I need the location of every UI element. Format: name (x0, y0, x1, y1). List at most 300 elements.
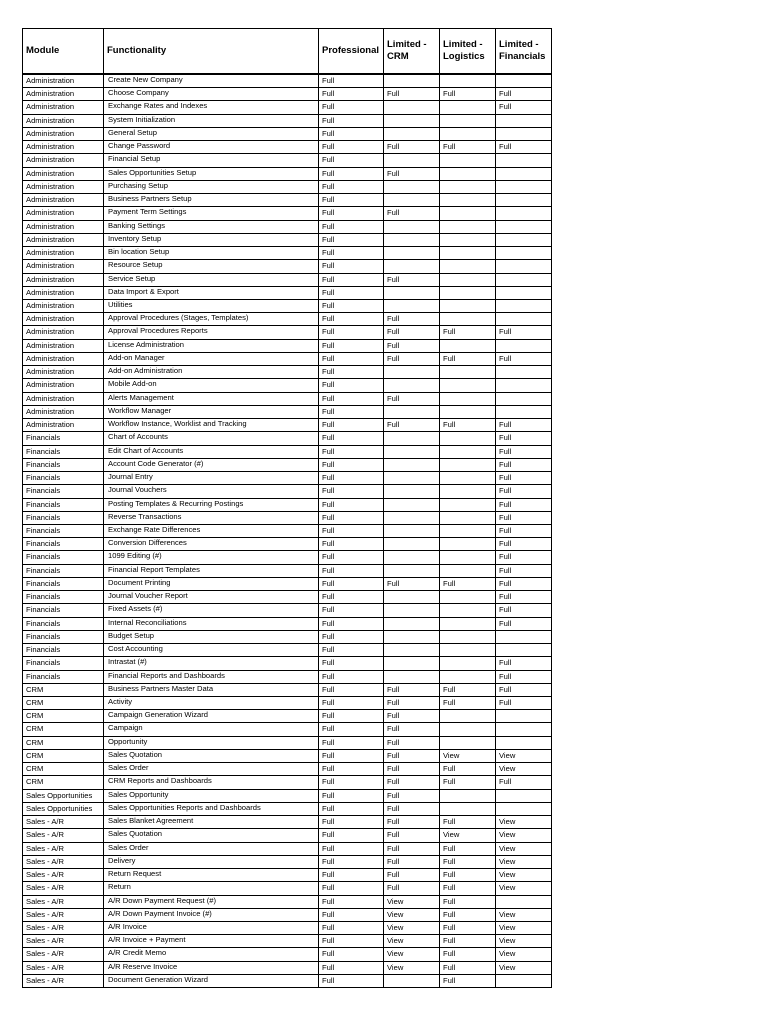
limited-financials-cell: Full (496, 352, 552, 365)
limited-logistics-cell: View (440, 829, 496, 842)
limited-logistics-cell: Full (440, 326, 496, 339)
limited-financials-cell (496, 167, 552, 180)
professional-cell: Full (319, 736, 384, 749)
limited-crm-cell (384, 591, 440, 604)
limited-logistics-cell: Full (440, 776, 496, 789)
limited-crm-cell (384, 445, 440, 458)
limited-financials-cell (496, 194, 552, 207)
limited-crm-cell (384, 604, 440, 617)
limited-financials-cell: Full (496, 617, 552, 630)
module-cell: Administration (23, 379, 104, 392)
professional-cell: Full (319, 273, 384, 286)
limited-logistics-cell (440, 538, 496, 551)
professional-cell: Full (319, 352, 384, 365)
limited-crm-cell (384, 432, 440, 445)
limited-logistics-cell: Full (440, 948, 496, 961)
table-row (23, 366, 552, 379)
functionality-cell: Sales Quotation (104, 829, 319, 842)
table-row (23, 260, 552, 273)
table-row (23, 432, 552, 445)
limited-financials-cell: View (496, 829, 552, 842)
limited-logistics-cell (440, 220, 496, 233)
limited-financials-cell: Full (496, 419, 552, 432)
table-row (23, 802, 552, 815)
limited-financials-cell: Full (496, 141, 552, 154)
professional-cell: Full (319, 405, 384, 418)
functionality-cell: General Setup (104, 127, 319, 140)
functionality-cell: Delivery (104, 855, 319, 868)
professional-cell: Full (319, 180, 384, 193)
professional-cell: Full (319, 869, 384, 882)
header-functionality: Functionality (104, 29, 319, 75)
module-cell: Administration (23, 286, 104, 299)
professional-cell: Full (319, 855, 384, 868)
professional-cell: Full (319, 233, 384, 246)
module-cell: Financials (23, 445, 104, 458)
functionality-cell: Posting Templates & Recurring Postings (104, 498, 319, 511)
module-cell: Administration (23, 114, 104, 127)
functionality-cell: Payment Term Settings (104, 207, 319, 220)
professional-cell: Full (319, 366, 384, 379)
functionality-cell: Cost Accounting (104, 644, 319, 657)
professional-cell: Full (319, 776, 384, 789)
limited-logistics-cell (440, 194, 496, 207)
limited-financials-cell: Full (496, 697, 552, 710)
module-cell: Administration (23, 299, 104, 312)
module-cell: Administration (23, 326, 104, 339)
limited-logistics-cell: Full (440, 697, 496, 710)
limited-crm-cell: View (384, 948, 440, 961)
limited-financials-cell: Full (496, 101, 552, 114)
limited-crm-cell: Full (384, 710, 440, 723)
limited-financials-cell (496, 220, 552, 233)
module-cell: Financials (23, 630, 104, 643)
limited-crm-cell (384, 366, 440, 379)
limited-logistics-cell (440, 710, 496, 723)
functionality-cell: Internal Reconciliations (104, 617, 319, 630)
functionality-cell: Fixed Assets (#) (104, 604, 319, 617)
professional-cell: Full (319, 816, 384, 829)
module-cell: Administration (23, 141, 104, 154)
table-row (23, 776, 552, 789)
functionality-cell: Purchasing Setup (104, 180, 319, 193)
limited-logistics-cell: Full (440, 352, 496, 365)
limited-logistics-cell (440, 802, 496, 815)
limited-logistics-cell (440, 286, 496, 299)
professional-cell: Full (319, 74, 384, 88)
limited-financials-cell: Full (496, 485, 552, 498)
limited-crm-cell (384, 670, 440, 683)
functionality-cell: Workflow Instance, Worklist and Tracking (104, 419, 319, 432)
limited-financials-cell: View (496, 842, 552, 855)
table-row (23, 511, 552, 524)
module-cell: Sales - A/R (23, 882, 104, 895)
limited-crm-cell (384, 405, 440, 418)
limited-logistics-cell (440, 485, 496, 498)
limited-crm-cell: Full (384, 855, 440, 868)
table-row (23, 167, 552, 180)
limited-crm-cell (384, 630, 440, 643)
table-row (23, 405, 552, 418)
table-row (23, 723, 552, 736)
limited-crm-cell (384, 220, 440, 233)
limited-crm-cell (384, 180, 440, 193)
limited-logistics-cell (440, 723, 496, 736)
header-professional: Professional (319, 29, 384, 75)
professional-cell: Full (319, 511, 384, 524)
limited-crm-cell (384, 644, 440, 657)
limited-crm-cell: Full (384, 789, 440, 802)
table-row (23, 763, 552, 776)
functionality-cell: Business Partners Master Data (104, 683, 319, 696)
professional-cell: Full (319, 392, 384, 405)
module-cell: Administration (23, 260, 104, 273)
table-row (23, 194, 552, 207)
functionality-cell: 1099 Editing (#) (104, 551, 319, 564)
table-row (23, 683, 552, 696)
module-cell: Financials (23, 498, 104, 511)
limited-logistics-cell (440, 207, 496, 220)
module-cell: Administration (23, 273, 104, 286)
limited-crm-cell: View (384, 935, 440, 948)
professional-cell: Full (319, 683, 384, 696)
limited-financials-cell (496, 974, 552, 987)
table-row (23, 577, 552, 590)
limited-logistics-cell (440, 74, 496, 88)
limited-financials-cell (496, 392, 552, 405)
limited-logistics-cell: Full (440, 419, 496, 432)
limited-financials-cell (496, 180, 552, 193)
functionality-cell: Campaign (104, 723, 319, 736)
professional-cell: Full (319, 908, 384, 921)
license-matrix-table (22, 28, 552, 988)
functionality-cell: Service Setup (104, 273, 319, 286)
functionality-cell: Utilities (104, 299, 319, 312)
functionality-cell: CRM Reports and Dashboards (104, 776, 319, 789)
professional-cell: Full (319, 842, 384, 855)
limited-financials-cell (496, 233, 552, 246)
limited-financials-cell: View (496, 749, 552, 762)
module-cell: Financials (23, 511, 104, 524)
header-limited-financials: Limited - Financials (496, 29, 552, 75)
limited-logistics-cell: Full (440, 974, 496, 987)
limited-financials-cell: View (496, 763, 552, 776)
professional-cell: Full (319, 604, 384, 617)
limited-crm-cell (384, 657, 440, 670)
functionality-cell: A/R Credit Memo (104, 948, 319, 961)
functionality-cell: License Administration (104, 339, 319, 352)
table-row (23, 789, 552, 802)
limited-financials-cell: View (496, 948, 552, 961)
professional-cell: Full (319, 445, 384, 458)
limited-financials-cell: Full (496, 577, 552, 590)
module-cell: Financials (23, 644, 104, 657)
limited-crm-cell: Full (384, 392, 440, 405)
limited-crm-cell: Full (384, 577, 440, 590)
professional-cell: Full (319, 710, 384, 723)
table-row (23, 736, 552, 749)
limited-financials-cell: Full (496, 498, 552, 511)
functionality-cell: Intrastat (#) (104, 657, 319, 670)
limited-logistics-cell (440, 498, 496, 511)
limited-logistics-cell (440, 180, 496, 193)
limited-crm-cell (384, 564, 440, 577)
module-cell: Administration (23, 101, 104, 114)
limited-crm-cell: Full (384, 723, 440, 736)
limited-logistics-cell (440, 551, 496, 564)
limited-financials-cell: Full (496, 458, 552, 471)
module-cell: Financials (23, 577, 104, 590)
limited-financials-cell: Full (496, 88, 552, 101)
limited-crm-cell: Full (384, 776, 440, 789)
functionality-cell: A/R Invoice + Payment (104, 935, 319, 948)
limited-financials-cell (496, 299, 552, 312)
module-cell: CRM (23, 723, 104, 736)
limited-financials-cell (496, 339, 552, 352)
table-row (23, 882, 552, 895)
professional-cell: Full (319, 167, 384, 180)
functionality-cell: Choose Company (104, 88, 319, 101)
limited-financials-cell (496, 802, 552, 815)
limited-financials-cell: Full (496, 683, 552, 696)
functionality-cell: Journal Voucher Report (104, 591, 319, 604)
limited-logistics-cell (440, 101, 496, 114)
functionality-cell: Exchange Rates and Indexes (104, 101, 319, 114)
limited-financials-cell (496, 895, 552, 908)
module-cell: Sales Opportunities (23, 789, 104, 802)
functionality-cell: Campaign Generation Wizard (104, 710, 319, 723)
limited-financials-cell: Full (496, 472, 552, 485)
table-row (23, 101, 552, 114)
professional-cell: Full (319, 220, 384, 233)
table-row (23, 895, 552, 908)
limited-crm-cell (384, 154, 440, 167)
limited-crm-cell: Full (384, 313, 440, 326)
functionality-cell: Journal Entry (104, 472, 319, 485)
functionality-cell: Sales Blanket Agreement (104, 816, 319, 829)
limited-logistics-cell (440, 114, 496, 127)
table-row (23, 524, 552, 537)
professional-cell: Full (319, 88, 384, 101)
module-cell: Administration (23, 313, 104, 326)
table-row (23, 326, 552, 339)
functionality-cell: Opportunity (104, 736, 319, 749)
professional-cell: Full (319, 339, 384, 352)
module-cell: Administration (23, 207, 104, 220)
table-row (23, 114, 552, 127)
limited-crm-cell (384, 286, 440, 299)
header-module: Module (23, 29, 104, 75)
table-row (23, 564, 552, 577)
functionality-cell: Resource Setup (104, 260, 319, 273)
module-cell: Financials (23, 472, 104, 485)
limited-financials-cell: Full (496, 524, 552, 537)
limited-financials-cell (496, 644, 552, 657)
limited-logistics-cell: View (440, 749, 496, 762)
module-cell: Administration (23, 180, 104, 193)
limited-crm-cell: Full (384, 352, 440, 365)
limited-financials-cell: Full (496, 670, 552, 683)
module-cell: Financials (23, 670, 104, 683)
limited-logistics-cell: Full (440, 855, 496, 868)
limited-logistics-cell (440, 458, 496, 471)
limited-crm-cell (384, 74, 440, 88)
table-row (23, 908, 552, 921)
module-cell: Administration (23, 247, 104, 260)
functionality-cell: Edit Chart of Accounts (104, 445, 319, 458)
limited-financials-cell (496, 736, 552, 749)
limited-crm-cell (384, 379, 440, 392)
limited-crm-cell: Full (384, 88, 440, 101)
table-row (23, 948, 552, 961)
limited-crm-cell (384, 127, 440, 140)
functionality-cell: Add-on Administration (104, 366, 319, 379)
module-cell: CRM (23, 697, 104, 710)
table-row (23, 220, 552, 233)
limited-crm-cell: Full (384, 736, 440, 749)
module-cell: Sales - A/R (23, 948, 104, 961)
functionality-cell: Return Request (104, 869, 319, 882)
professional-cell: Full (319, 127, 384, 140)
functionality-cell: Bin location Setup (104, 247, 319, 260)
functionality-cell: Journal Vouchers (104, 485, 319, 498)
limited-logistics-cell (440, 591, 496, 604)
limited-financials-cell: Full (496, 538, 552, 551)
professional-cell: Full (319, 935, 384, 948)
limited-logistics-cell (440, 339, 496, 352)
table-row (23, 472, 552, 485)
functionality-cell: Account Code Generator (#) (104, 458, 319, 471)
limited-logistics-cell (440, 657, 496, 670)
functionality-cell: Conversion Differences (104, 538, 319, 551)
functionality-cell: Financial Reports and Dashboards (104, 670, 319, 683)
limited-financials-cell (496, 366, 552, 379)
limited-financials-cell (496, 247, 552, 260)
table-row (23, 961, 552, 974)
module-cell: Administration (23, 167, 104, 180)
table-row (23, 273, 552, 286)
limited-crm-cell: Full (384, 273, 440, 286)
module-cell: CRM (23, 776, 104, 789)
functionality-cell: A/R Reserve Invoice (104, 961, 319, 974)
limited-logistics-cell (440, 405, 496, 418)
table-row (23, 141, 552, 154)
header-limited-crm: Limited - CRM (384, 29, 440, 75)
professional-cell: Full (319, 419, 384, 432)
professional-cell: Full (319, 524, 384, 537)
professional-cell: Full (319, 247, 384, 260)
functionality-cell: Inventory Setup (104, 233, 319, 246)
limited-financials-cell (496, 405, 552, 418)
limited-crm-cell: Full (384, 697, 440, 710)
table-row (23, 180, 552, 193)
limited-logistics-cell (440, 630, 496, 643)
limited-crm-cell: Full (384, 763, 440, 776)
professional-cell: Full (319, 472, 384, 485)
limited-logistics-cell (440, 789, 496, 802)
limited-crm-cell: Full (384, 207, 440, 220)
table-row (23, 974, 552, 987)
professional-cell: Full (319, 961, 384, 974)
limited-logistics-cell (440, 392, 496, 405)
table-row (23, 855, 552, 868)
limited-financials-cell (496, 154, 552, 167)
module-cell: Financials (23, 458, 104, 471)
professional-cell: Full (319, 485, 384, 498)
professional-cell: Full (319, 313, 384, 326)
limited-logistics-cell: Full (440, 816, 496, 829)
functionality-cell: Sales Opportunities Reports and Dashboards (104, 802, 319, 815)
limited-financials-cell (496, 273, 552, 286)
module-cell: Financials (23, 564, 104, 577)
limited-logistics-cell: Full (440, 961, 496, 974)
limited-logistics-cell (440, 511, 496, 524)
professional-cell: Full (319, 326, 384, 339)
table-row (23, 657, 552, 670)
limited-crm-cell: Full (384, 816, 440, 829)
professional-cell: Full (319, 644, 384, 657)
professional-cell: Full (319, 749, 384, 762)
professional-cell: Full (319, 630, 384, 643)
functionality-cell: Create New Company (104, 74, 319, 88)
limited-logistics-cell (440, 366, 496, 379)
table-row (23, 352, 552, 365)
limited-crm-cell (384, 538, 440, 551)
functionality-cell: Sales Opportunities Setup (104, 167, 319, 180)
limited-logistics-cell: Full (440, 577, 496, 590)
limited-crm-cell (384, 247, 440, 260)
functionality-cell: Budget Setup (104, 630, 319, 643)
limited-logistics-cell: Full (440, 882, 496, 895)
module-cell: Sales - A/R (23, 869, 104, 882)
limited-financials-cell: Full (496, 511, 552, 524)
limited-logistics-cell (440, 604, 496, 617)
limited-logistics-cell (440, 233, 496, 246)
functionality-cell: Activity (104, 697, 319, 710)
functionality-cell: A/R Down Payment Invoice (#) (104, 908, 319, 921)
table-row (23, 286, 552, 299)
functionality-cell: Financial Setup (104, 154, 319, 167)
functionality-cell: System Initialization (104, 114, 319, 127)
limited-financials-cell (496, 286, 552, 299)
limited-financials-cell (496, 260, 552, 273)
limited-financials-cell: Full (496, 326, 552, 339)
limited-logistics-cell (440, 127, 496, 140)
limited-logistics-cell (440, 167, 496, 180)
module-cell: Administration (23, 220, 104, 233)
table-row (23, 299, 552, 312)
professional-cell: Full (319, 101, 384, 114)
limited-logistics-cell: Full (440, 683, 496, 696)
limited-financials-cell: Full (496, 432, 552, 445)
limited-financials-cell: Full (496, 551, 552, 564)
limited-crm-cell (384, 511, 440, 524)
table-row (23, 604, 552, 617)
functionality-cell: Reverse Transactions (104, 511, 319, 524)
module-cell: Financials (23, 591, 104, 604)
professional-cell: Full (319, 194, 384, 207)
limited-financials-cell: Full (496, 591, 552, 604)
limited-logistics-cell (440, 313, 496, 326)
functionality-cell: Chart of Accounts (104, 432, 319, 445)
module-cell: Sales - A/R (23, 895, 104, 908)
limited-financials-cell: View (496, 922, 552, 935)
limited-financials-cell (496, 313, 552, 326)
table-row (23, 935, 552, 948)
table-row (23, 869, 552, 882)
professional-cell: Full (319, 141, 384, 154)
limited-financials-cell (496, 630, 552, 643)
